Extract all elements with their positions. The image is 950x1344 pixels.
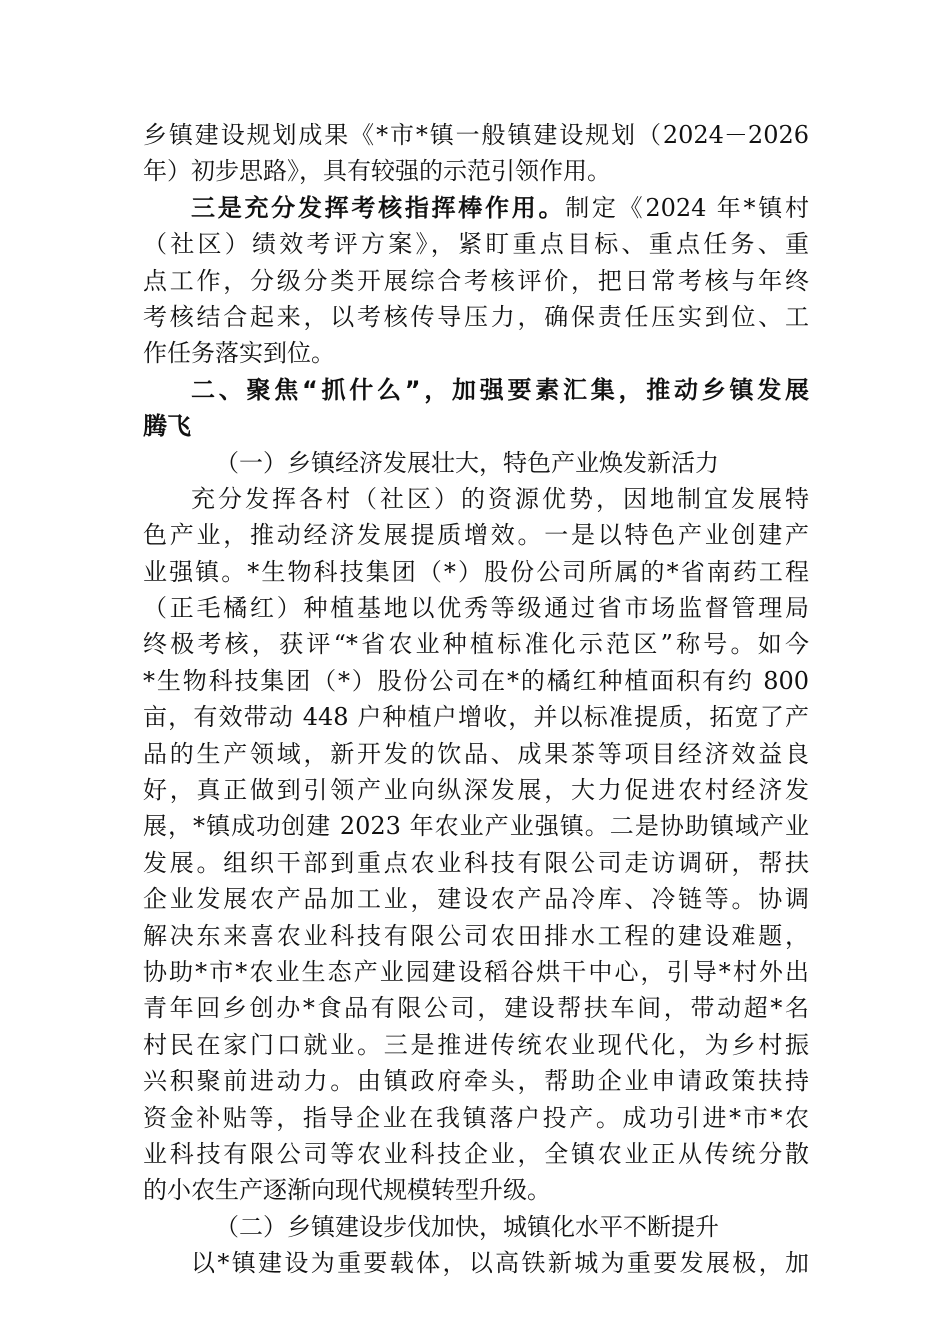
text-line: 乡镇建设规划成果《*市*镇一般镇建设规划（2024－2026 [143, 121, 809, 149]
paragraph-lead: 三是充分发挥考核指挥棒作用。 [191, 192, 566, 222]
text-line: 亩，有效带动 448 户种植户增收，并以标准提质，拓宽了产 [143, 703, 809, 732]
section-heading-continued: 腾飞 [143, 412, 191, 441]
text-line: 的小农生产逐渐向现代规模转型升级。 [143, 1176, 551, 1205]
section-heading: 二、聚焦“抓什么”，加强要素汇集，推动乡镇发展 [191, 375, 809, 404]
text-line: 年）初步思路》，具有较强的示范引领作用。 [143, 157, 611, 186]
text-line: 色产业，推动经济发展提质增效。一是以特色产业创建产 [143, 521, 809, 550]
text-line: 协助*市*农业生态产业园建设稻谷烘干中心，引导*村外出 [143, 957, 809, 986]
text-line: 业强镇。*生物科技集团（*）股份公司所属的*省南药工程 [143, 557, 809, 586]
text-line: 解决东来喜农业科技有限公司农田排水工程的建设难题， [143, 921, 809, 950]
text-line: 企业发展农产品加工业，建设农产品冷库、冷链等。协调 [143, 885, 809, 914]
text-fragment: 制定《2024 年*镇村 [565, 193, 809, 222]
text-line: 村民在家门口就业。三是推进传统农业现代化，为乡村振 [143, 1030, 809, 1059]
text-line [143, 190, 809, 226]
text-line: 业科技有限公司等农业科技企业，全镇农业正从传统分散 [143, 1139, 809, 1168]
text-line: 发展。组织干部到重点农业科技有限公司走访调研，帮扶 [143, 848, 809, 877]
text-line: 展，*镇成功创建 2023 年农业产业强镇。二是协助镇域产业 [143, 812, 809, 841]
text-line: 好，真正做到引领产业向纵深发展，大力促进农村经济发 [143, 776, 809, 805]
text-line: 青年回乡创办*食品有限公司，建设帮扶车间，带动超*名 [143, 994, 809, 1023]
text-line: 作任务落实到位。 [143, 339, 335, 368]
text-line: 点工作，分级分类开展综合考核评价，把日常考核与年终 [143, 266, 809, 295]
text-line: *生物科技集团（*）股份公司在*的橘红种植面积有约 800 [143, 666, 809, 695]
document-body [143, 117, 809, 1282]
text-line: 以*镇建设为重要载体，以高铁新城为重要发展极，加 [191, 1249, 809, 1278]
text-line: （社区）绩效考评方案》，紧盯重点目标、重点任务、重 [143, 230, 809, 259]
text-line: 品的生产领域，新开发的饮品、成果茶等项目经济效益良 [143, 739, 809, 768]
text-line: 资金补贴等，指导企业在我镇落户投产。成功引进*市*农 [143, 1103, 809, 1132]
text-line: 兴积聚前进动力。由镇政府牵头，帮助企业申请政策扶持 [143, 1067, 809, 1096]
subsection-heading: （二）乡镇建设步伐加快，城镇化水平不断提升 [215, 1212, 719, 1241]
subsection-heading: （一）乡镇经济发展壮大，特色产业焕发新活力 [215, 448, 719, 477]
text-line: 考核结合起来，以考核传导压力，确保责任压实到位、工 [143, 302, 809, 331]
text-line: （正毛橘红）种植基地以优秀等级通过省市场监督管理局 [143, 594, 809, 623]
text-line: 充分发挥各村（社区）的资源优势，因地制宜发展特 [191, 484, 809, 513]
text-line: 终极考核，获评“*省农业种植标准化示范区”称号。如今 [143, 630, 809, 659]
